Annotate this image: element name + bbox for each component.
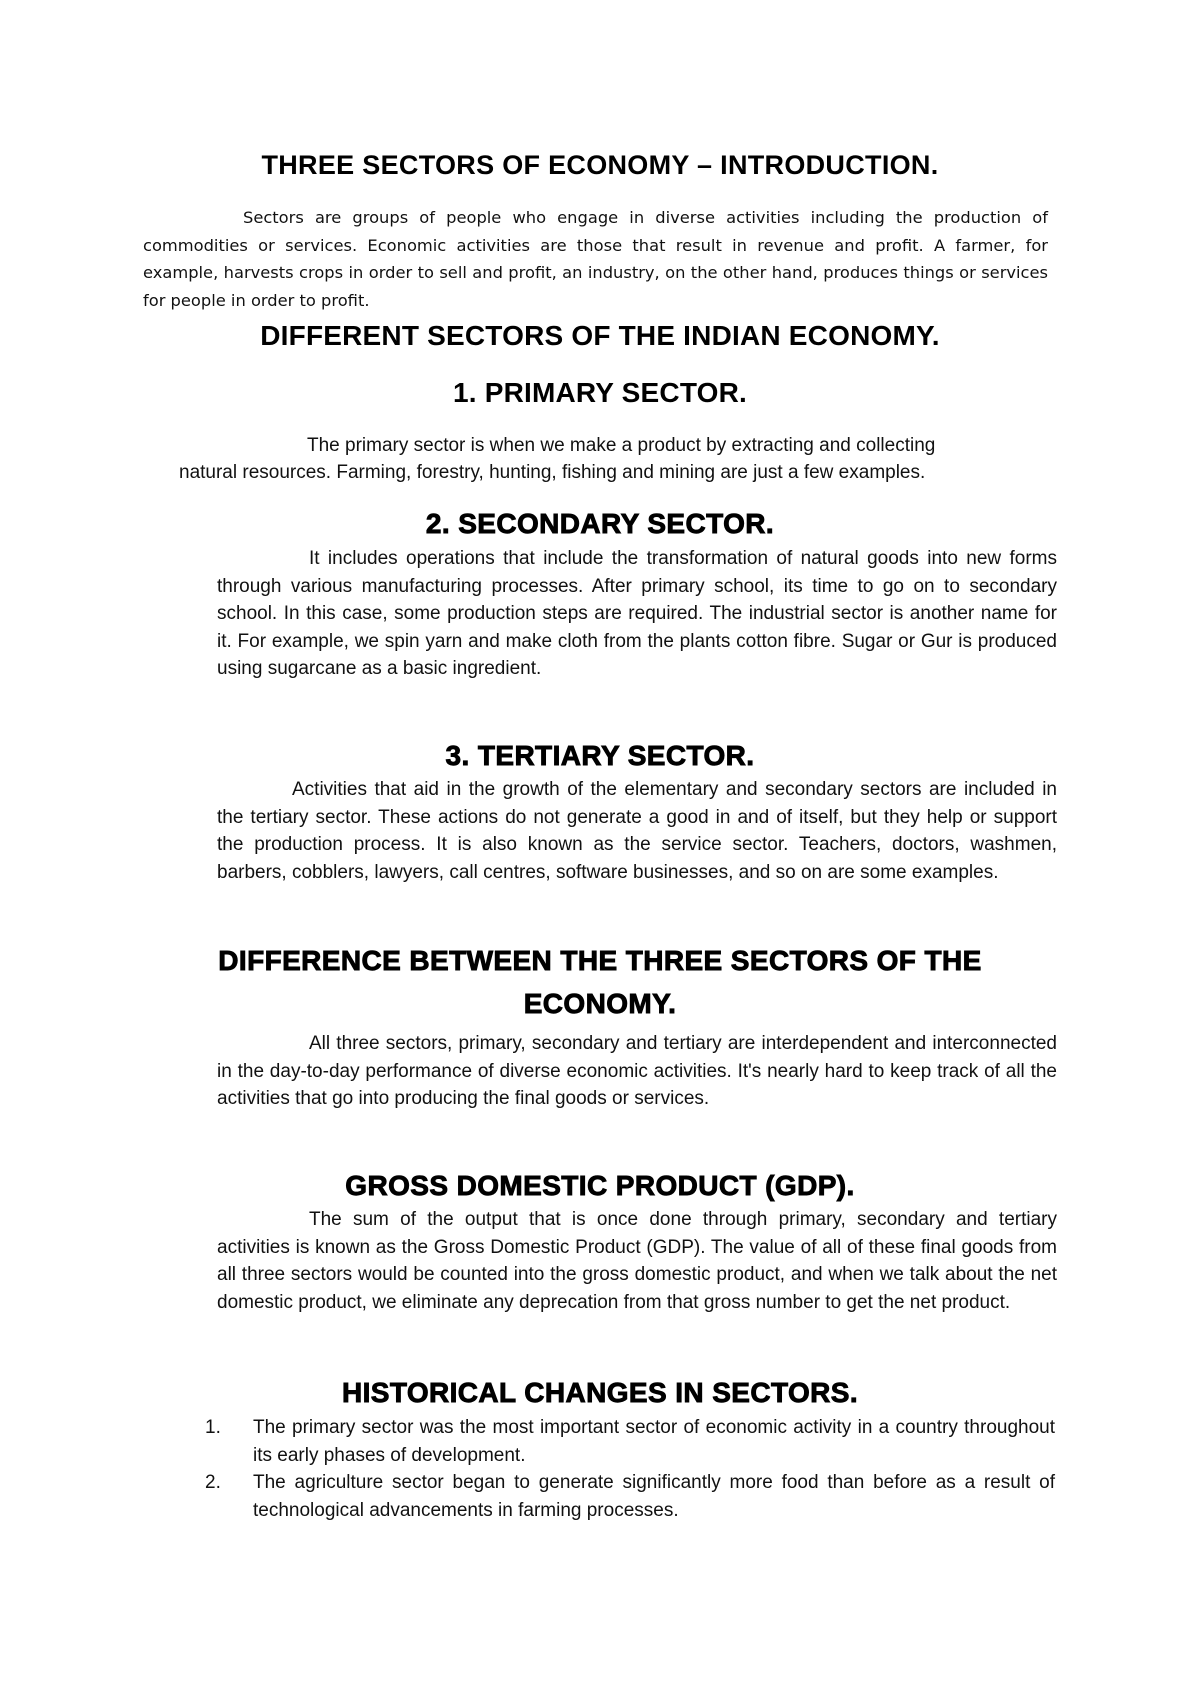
tertiary-sector-heading: 3. TERTIARY SECTOR.	[445, 740, 755, 771]
primary-sector-line-1: The primary sector is when we make a product by extracting and collecting	[307, 435, 936, 456]
document-title: THREE SECTORS OF ECONOMY – INTRODUCTION.	[261, 150, 939, 180]
sections-heading: DIFFERENT SECTORS OF THE INDIAN ECONOMY.	[260, 320, 940, 351]
secondary-sector-paragraph: It includes operations that include the transformation of natural goods into new forms through various manufacturing processes. After primary school, its time to go on to secondary school. In this case, some production steps are required. The industrial sector is another name for it. For example, we spin yarn and make cloth from the plants cotton fibre. Sugar or Gur is produced using sugarcane as a basic ingredient.	[217, 548, 1057, 679]
list-item-text: The agriculture sector began to generate significantly more food than before as a result of technological advancements in farming processes.	[253, 1472, 1055, 1521]
primary-sector-heading: 1. PRIMARY SECTOR.	[452, 377, 748, 408]
list-item-number: 1.	[205, 1417, 221, 1438]
list-item-number: 2.	[205, 1472, 221, 1493]
gdp-heading: GROSS DOMESTIC PRODUCT (GDP).	[345, 1170, 855, 1201]
list-item	[205, 1414, 1055, 1469]
historical-list	[205, 1414, 1055, 1524]
difference-heading-line-1: DIFFERENCE BETWEEN THE THREE SECTORS OF THE	[218, 945, 982, 976]
intro-paragraph: Sectors are groups of people who engage in diverse activities including the production of commodities or services. Economic activities are those that result in revenue and profit. A farmer, for example, harvests crops in order to sell and profit, an industry, on the other hand, produces things or services for people in order to profit.	[143, 208, 1048, 310]
gdp-paragraph: The sum of the output that is once done through primary, secondary and tertiary activities is known as the Gross Domestic Product (GDP). The value of all of these final goods from all three sectors would be counted into the gross domestic product, and when we talk about the net domestic product, we eliminate any deprecation from that gross number to get the net product.	[217, 1209, 1057, 1313]
list-item	[205, 1469, 1055, 1524]
tertiary-sector-paragraph: Activities that aid in the growth of the elementary and secondary sectors are included in the tertiary sector. These actions do not generate a good in and of itself, but they help or support the production process. It is also known as the service sector. Teachers, doctors, washmen, barbers, cobblers, lawyers, call centres, software businesses, and so on are some examples.	[217, 779, 1057, 883]
secondary-sector-heading: 2. SECONDARY SECTOR.	[425, 508, 775, 539]
primary-sector-line-2: natural resources. Farming, forestry, hunting, fishing and mining are just a few examples.	[179, 462, 926, 483]
difference-paragraph: All three sectors, primary, secondary and tertiary are interdependent and interconnected in the day-to-day performance of diverse economic activities. It's nearly hard to keep track of all the activities that go into producing the final goods or services.	[217, 1033, 1057, 1109]
difference-heading-line-2: ECONOMY.	[523, 988, 677, 1019]
list-item-text: The primary sector was the most important sector of economic activity in a country throughout its early phases of development.	[253, 1417, 1055, 1466]
historical-heading: HISTORICAL CHANGES IN SECTORS.	[341, 1377, 859, 1408]
